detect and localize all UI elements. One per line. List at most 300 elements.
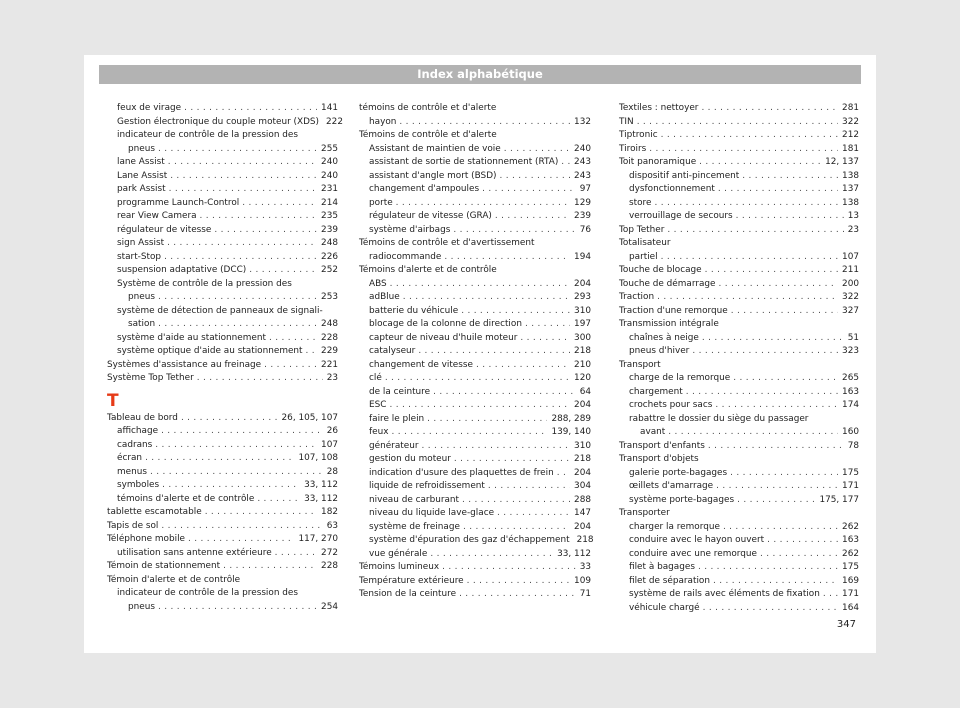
entry-page-ref[interactable]: 288	[574, 494, 591, 505]
entry-page-ref[interactable]: 138	[842, 197, 859, 208]
index-entry	[619, 399, 859, 413]
dot-leader	[742, 170, 838, 184]
index-entry	[359, 426, 591, 440]
dot-leader	[667, 224, 843, 238]
entry-page-ref[interactable]: 262	[842, 548, 859, 559]
dot-leader	[736, 210, 844, 224]
index-entry	[359, 440, 591, 454]
entry-page-ref[interactable]: 200	[842, 278, 859, 289]
index-entry	[107, 479, 338, 493]
entry-term: assistant de sortie de stationnement (RTA)	[369, 157, 559, 167]
entry-page-ref[interactable]: 288, 289	[551, 413, 591, 424]
dot-leader	[391, 426, 547, 440]
dot-leader	[269, 332, 317, 346]
entry-term: catalyseur	[369, 346, 416, 356]
entry-page-ref[interactable]: 239	[321, 224, 338, 235]
dot-leader	[403, 291, 570, 305]
index-column-3	[619, 102, 859, 615]
index-entry	[619, 332, 859, 346]
entry-term: capteur de niveau d'huile moteur	[369, 332, 518, 343]
entry-page-ref[interactable]: 26	[326, 426, 338, 436]
entry-term: sation	[128, 319, 156, 329]
entry-page-ref[interactable]: 204	[574, 521, 591, 532]
entry-page-ref[interactable]: 243	[574, 170, 591, 181]
entry-term: galerie porte-bagages	[629, 467, 728, 478]
entry-term: feux de virage	[117, 103, 182, 113]
entry-page-ref[interactable]: 243	[574, 157, 591, 167]
entry-page-ref[interactable]: 210	[574, 359, 591, 370]
dot-leader	[161, 520, 322, 534]
entry-page-ref[interactable]: 109	[574, 575, 591, 586]
index-heading: Transmission intégrale	[619, 319, 719, 329]
index-entry	[107, 143, 338, 157]
entry-page-ref[interactable]: 147	[574, 508, 591, 518]
entry-page-ref[interactable]: 323	[842, 346, 859, 356]
index-entry	[107, 264, 338, 278]
index-entry	[107, 318, 338, 332]
entry-term: liquide de refroidissement	[369, 481, 485, 491]
dot-leader	[495, 210, 570, 224]
entry-page-ref[interactable]: 229	[321, 346, 338, 356]
entry-term: Témoin de stationnement	[107, 561, 221, 571]
entry-term: avant	[640, 427, 666, 437]
entry-page-ref[interactable]: 221	[321, 359, 338, 370]
index-heading: Transport	[619, 359, 661, 370]
entry-term: affichage	[117, 426, 159, 436]
index-entry	[619, 467, 859, 481]
entry-page-ref[interactable]: 211	[842, 265, 859, 275]
dot-leader	[482, 183, 576, 197]
dot-leader	[223, 560, 317, 574]
entry-page-ref[interactable]: 26, 105, 107	[281, 412, 338, 423]
index-entry	[359, 453, 591, 467]
index-entry	[107, 466, 338, 480]
dot-leader	[454, 453, 570, 467]
entry-page-ref[interactable]: 222	[326, 116, 343, 127]
index-entry	[107, 547, 338, 561]
dot-leader	[390, 278, 570, 292]
entry-page-ref[interactable]: 169	[842, 575, 859, 586]
index-entry	[619, 602, 859, 616]
dot-leader	[421, 440, 570, 454]
entry-page-ref[interactable]: 78	[847, 440, 859, 451]
entry-page-ref[interactable]: 13	[847, 211, 859, 221]
index-entry	[107, 102, 338, 116]
entry-page-ref[interactable]: 163	[842, 386, 859, 397]
entry-term: Système Top Tether	[107, 373, 194, 383]
dot-leader	[158, 291, 317, 305]
entry-term: ABS	[369, 278, 387, 289]
entry-page-ref[interactable]: 272	[321, 547, 338, 558]
entry-page-ref[interactable]: 252	[321, 265, 338, 275]
dot-leader	[699, 156, 821, 170]
dot-leader	[525, 318, 570, 332]
page-header	[99, 65, 861, 84]
entry-term: cadrans	[117, 439, 153, 450]
entry-page-ref[interactable]: 204	[574, 467, 591, 478]
entry-page-ref[interactable]: 235	[321, 211, 338, 221]
dot-leader	[158, 601, 317, 615]
dot-leader	[249, 264, 317, 278]
index-heading: rabattre le dossier du siège du passager	[629, 413, 809, 424]
dot-leader	[701, 102, 838, 116]
index-entry	[619, 183, 859, 197]
index-entry	[359, 318, 591, 332]
entry-term: conduire avec une remorque	[629, 548, 757, 559]
dot-leader	[444, 251, 570, 265]
entry-term: blocage de la colonne de direction	[369, 319, 522, 329]
index-entry	[107, 601, 338, 615]
entry-page-ref[interactable]: 240	[321, 157, 338, 167]
entry-term: charger la remorque	[629, 521, 720, 532]
entry-term: vue générale	[369, 548, 428, 559]
dot-leader	[708, 440, 844, 454]
dot-leader	[155, 439, 317, 453]
entry-page-ref[interactable]: 304	[574, 481, 591, 491]
entry-page-ref[interactable]: 322	[842, 116, 859, 127]
entry-term: Touche de démarrage	[619, 278, 716, 289]
entry-term: sign Assist	[117, 238, 165, 248]
entry-term: Tiroirs	[619, 143, 647, 154]
entry-page-ref[interactable]: 107	[842, 251, 859, 262]
entry-page-ref[interactable]: 107	[321, 439, 338, 450]
entry-term: Gestion électronique du couple moteur (XDS)	[117, 116, 320, 127]
entry-page-ref[interactable]: 33	[579, 562, 591, 572]
dot-leader	[520, 332, 570, 346]
entry-page-ref[interactable]: 33, 112	[304, 480, 338, 490]
dot-leader	[389, 399, 570, 413]
index-entry	[107, 345, 338, 359]
index-entry	[359, 116, 591, 130]
entry-term: régulateur de vitesse (GRA)	[369, 211, 492, 221]
index-entry	[107, 452, 338, 466]
dot-leader	[718, 183, 838, 197]
dot-leader	[430, 548, 553, 562]
dot-leader	[442, 561, 576, 575]
dot-leader	[497, 507, 570, 521]
entry-term: pneus	[128, 143, 155, 154]
index-entry	[107, 520, 338, 534]
entry-page-ref[interactable]: 23	[326, 373, 338, 383]
entry-page-ref[interactable]: 181	[842, 143, 859, 154]
entry-term: niveau du liquide lave-glace	[369, 508, 495, 518]
entry-page-ref[interactable]: 76	[579, 224, 591, 235]
entry-page-ref[interactable]: 33, 112	[557, 548, 591, 559]
dot-leader	[661, 251, 838, 265]
entry-term: symboles	[117, 480, 160, 490]
entry-term: filet à bagages	[629, 562, 695, 572]
index-entry	[619, 156, 859, 170]
entry-page-ref[interactable]: 262	[842, 521, 859, 532]
entry-page-ref[interactable]: 164	[842, 602, 859, 613]
entry-page-ref[interactable]: 255	[321, 143, 338, 154]
entry-term: utilisation sans antenne extérieure	[117, 547, 272, 558]
entry-page-ref[interactable]: 71	[579, 589, 591, 599]
entry-page-ref[interactable]: 218	[574, 346, 591, 356]
entry-page-ref[interactable]: 212	[842, 130, 859, 140]
entry-page-ref[interactable]: 51	[847, 332, 859, 343]
entry-page-ref[interactable]: 132	[574, 116, 591, 127]
page-number: 347	[836, 619, 856, 630]
dot-leader	[433, 386, 576, 400]
index-entry	[107, 359, 338, 373]
entry-page-ref[interactable]: 175, 177	[819, 494, 859, 505]
index-entry	[359, 251, 591, 265]
entry-page-ref[interactable]: 228	[321, 332, 338, 343]
entry-term: système optique d'aide au stationnement	[117, 346, 303, 356]
index-entry	[619, 305, 859, 319]
index-entry	[359, 359, 591, 373]
entry-page-ref[interactable]: 240	[321, 170, 338, 181]
dot-leader	[150, 466, 323, 480]
dot-leader	[731, 305, 838, 319]
index-entry	[619, 440, 859, 454]
entry-term: de la ceinture	[369, 386, 431, 397]
dot-leader	[668, 426, 838, 440]
index-entry	[107, 425, 338, 439]
index-entry	[619, 494, 859, 508]
entry-page-ref[interactable]: 107, 108	[298, 453, 338, 463]
entry-page-ref[interactable]: 174	[842, 400, 859, 410]
index-heading: Transporter	[619, 508, 670, 518]
index-entry	[107, 156, 338, 170]
index-entry	[359, 561, 591, 575]
entry-term: système de freinage	[369, 521, 460, 532]
index-entry	[359, 588, 591, 602]
dot-leader	[184, 102, 317, 116]
index-entry	[359, 413, 591, 427]
entry-page-ref[interactable]: 175	[842, 562, 859, 572]
entry-page-ref[interactable]: 231	[321, 184, 338, 194]
dot-leader	[649, 143, 838, 157]
entry-page-ref[interactable]: 63	[326, 520, 338, 531]
dot-leader	[461, 305, 570, 319]
entry-term: pneus	[128, 601, 155, 612]
dot-leader	[264, 359, 317, 373]
entry-page-ref[interactable]: 293	[574, 292, 591, 302]
index-entry	[619, 170, 859, 184]
index-entry	[359, 197, 591, 211]
entry-page-ref[interactable]: 33, 112	[304, 493, 338, 504]
entry-page-ref[interactable]: 194	[574, 251, 591, 262]
index-entry	[107, 210, 338, 224]
entry-page-ref[interactable]: 182	[321, 507, 338, 517]
entry-page-ref[interactable]: 226	[321, 251, 338, 262]
dot-leader	[716, 480, 838, 494]
dot-leader	[698, 561, 838, 575]
dot-leader	[692, 345, 838, 359]
dot-leader	[275, 547, 317, 561]
dot-leader	[686, 386, 838, 400]
dot-leader	[164, 251, 317, 265]
dot-leader	[181, 412, 278, 426]
index-entry	[107, 412, 338, 426]
entry-term: ESC	[369, 400, 387, 410]
entry-term: Lane Assist	[117, 170, 168, 181]
entry-page-ref[interactable]: 28	[326, 466, 338, 477]
index-entry	[359, 224, 591, 238]
entry-term: TIN	[619, 116, 634, 127]
index-entry	[359, 143, 591, 157]
dot-leader	[500, 170, 571, 184]
entry-term: start-Stop	[117, 251, 162, 262]
index-entry	[619, 426, 859, 440]
dot-leader	[737, 494, 815, 508]
dot-leader	[200, 210, 318, 224]
index-page	[84, 55, 876, 653]
entry-term: batterie du véhicule	[369, 305, 459, 316]
dot-leader	[702, 332, 844, 346]
entry-term: park Assist	[117, 184, 166, 194]
entry-page-ref[interactable]: 64	[579, 386, 591, 397]
entry-page-ref[interactable]: 248	[321, 238, 338, 248]
entry-page-ref[interactable]: 254	[321, 601, 338, 612]
dot-leader	[504, 143, 570, 157]
index-entry	[619, 264, 859, 278]
index-entry	[619, 291, 859, 305]
dot-leader	[427, 413, 547, 427]
index-entry	[619, 345, 859, 359]
dot-leader	[463, 521, 570, 535]
dot-leader	[168, 156, 317, 170]
entry-term: écran	[117, 453, 143, 463]
entry-term: adBlue	[369, 292, 400, 302]
entry-page-ref[interactable]: 240	[574, 143, 591, 154]
index-entry	[107, 533, 338, 547]
entry-page-ref[interactable]: 300	[574, 332, 591, 343]
index-entry	[359, 156, 591, 170]
entry-page-ref[interactable]: 171	[842, 481, 859, 491]
index-column-1	[107, 102, 343, 614]
dot-leader	[158, 318, 317, 332]
index-entry	[107, 170, 338, 184]
entry-term: générateur	[369, 440, 419, 451]
entry-page-ref[interactable]: 218	[574, 454, 591, 464]
entry-term: régulateur de vitesse	[117, 224, 212, 235]
entry-page-ref[interactable]: 117, 270	[298, 534, 338, 544]
index-entry	[359, 305, 591, 319]
entry-term: changement d'ampoules	[369, 184, 480, 194]
entry-page-ref[interactable]: 120	[574, 373, 591, 383]
entry-page-ref[interactable]: 228	[321, 561, 338, 571]
index-heading: Transport d'objets	[619, 454, 699, 464]
entry-page-ref[interactable]: 327	[842, 305, 859, 316]
entry-page-ref[interactable]: 248	[321, 319, 338, 329]
index-heading: indicateur de contrôle de la pression des	[117, 588, 298, 598]
entry-page-ref[interactable]: 253	[321, 292, 338, 302]
entry-page-ref[interactable]: 129	[574, 197, 591, 208]
index-heading: Totalisateur	[619, 238, 671, 248]
entry-page-ref[interactable]: 137	[842, 184, 859, 194]
dot-leader	[467, 575, 570, 589]
index-entry	[619, 102, 859, 116]
dot-leader	[145, 452, 294, 466]
entry-page-ref[interactable]: 171	[842, 589, 859, 599]
entry-term: chaînes à neige	[629, 332, 699, 343]
entry-page-ref[interactable]: 97	[579, 184, 591, 194]
dot-leader	[719, 278, 839, 292]
entry-term: Textiles : nettoyer	[619, 103, 699, 113]
entry-term: radiocommande	[369, 251, 442, 262]
entry-page-ref[interactable]: 12, 137	[825, 157, 859, 167]
entry-term: crochets pour sacs	[629, 400, 713, 410]
entry-term: menus	[117, 466, 147, 477]
entry-term: dysfonctionnement	[629, 184, 715, 194]
entry-term: feux	[369, 427, 389, 437]
entry-term: porte	[369, 197, 393, 208]
dot-leader	[306, 345, 318, 359]
index-entry	[359, 507, 591, 521]
index-entry	[359, 480, 591, 494]
dot-leader	[760, 548, 838, 562]
dot-leader	[657, 291, 838, 305]
dot-leader	[167, 237, 317, 251]
index-entry	[619, 548, 859, 562]
index-entry	[107, 183, 338, 197]
entry-page-ref[interactable]: 218	[576, 535, 594, 545]
entry-term: dispositif anti-pincement	[629, 170, 740, 181]
dot-leader	[713, 575, 838, 589]
entry-term: Témoins lumineux	[359, 562, 440, 572]
entry-term: Traction	[619, 292, 655, 302]
dot-leader	[158, 143, 317, 157]
index-entry	[107, 439, 338, 453]
entry-page-ref[interactable]: 310	[574, 305, 591, 316]
entry-page-ref[interactable]: 160	[842, 427, 859, 437]
entry-page-ref[interactable]: 138	[842, 170, 859, 181]
entry-page-ref[interactable]: 214	[321, 197, 338, 208]
entry-page-ref[interactable]: 239	[574, 211, 591, 221]
entry-page-ref[interactable]: 175	[842, 467, 859, 478]
entry-page-ref[interactable]: 322	[842, 292, 859, 302]
index-entry	[359, 291, 591, 305]
index-entry	[619, 480, 859, 494]
entry-page-ref[interactable]: 139, 140	[551, 427, 591, 437]
entry-page-ref[interactable]: 281	[842, 103, 859, 113]
dot-leader	[488, 480, 570, 494]
index-entry	[359, 534, 594, 548]
index-entry	[619, 588, 859, 602]
entry-page-ref[interactable]: 141	[321, 103, 338, 113]
entry-page-ref[interactable]: 204	[574, 400, 591, 410]
entry-term: pneus	[128, 292, 155, 302]
dot-leader	[161, 425, 323, 439]
dot-leader	[418, 345, 570, 359]
index-entry	[619, 561, 859, 575]
index-entry	[107, 506, 338, 520]
dot-leader	[476, 359, 570, 373]
index-entry	[619, 116, 859, 130]
index-entry	[619, 372, 859, 386]
dot-leader	[459, 588, 576, 602]
entry-page-ref[interactable]: 23	[847, 224, 859, 235]
entry-page-ref[interactable]: 163	[842, 535, 859, 545]
entry-term: conduire avec le hayon ouvert	[629, 535, 765, 545]
dot-leader	[399, 116, 570, 130]
entry-term: clé	[369, 373, 382, 383]
index-entry	[619, 534, 859, 548]
entry-term: indication d'usure des plaquettes de frein	[369, 467, 554, 478]
entry-page-ref[interactable]: 310	[574, 440, 591, 451]
entry-term: système porte-bagages	[629, 494, 735, 505]
entry-page-ref[interactable]: 204	[574, 278, 591, 289]
dot-leader	[661, 129, 838, 143]
index-entry	[359, 345, 591, 359]
entry-page-ref[interactable]: 197	[574, 319, 591, 329]
entry-term: véhicule chargé	[629, 602, 700, 613]
entry-page-ref[interactable]: 265	[842, 373, 859, 383]
dot-leader	[170, 170, 317, 184]
